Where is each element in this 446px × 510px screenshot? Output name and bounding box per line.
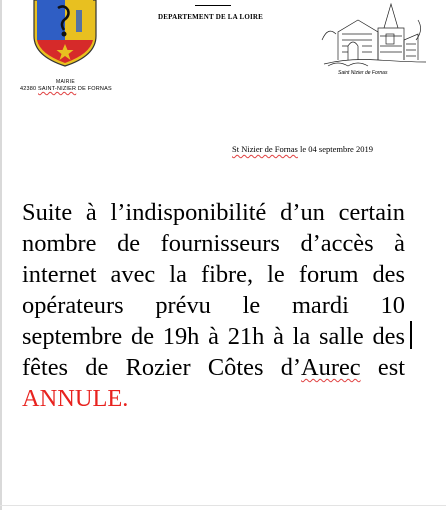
postal-code: 42380 <box>20 86 37 92</box>
notice-middle: est <box>360 354 405 381</box>
notice-text: Suite à l’indisponibilité d’un certain nombre de fournisseurs d’accès à internet avec la fibre, le forum des opérateurs prévu le mardi 10 septembre de 19h à 21h à la salle des fêtes de Rozier Côtes d’ <box>22 199 405 381</box>
town-suffix: DE FORNAS <box>77 86 112 92</box>
notice-cancelled: ANNULE. <box>22 385 129 412</box>
page-bottom-rule <box>0 505 446 506</box>
church-sketch-icon <box>318 0 428 78</box>
date-text: le 04 septembre 2019 <box>297 144 373 154</box>
text-cursor <box>410 321 412 349</box>
date-line <box>232 144 373 154</box>
coat-of-arms-icon <box>30 0 100 68</box>
mairie-label: MAIRIE <box>56 79 76 85</box>
department-rule <box>195 5 231 6</box>
town-address <box>20 86 112 92</box>
town-name: SAINT-NIZIER <box>38 86 77 92</box>
date-place: St Nizier de Fornas <box>232 144 298 154</box>
department-label: DEPARTEMENT DE LA LOIRE <box>158 13 264 21</box>
notice-underlined-word: Aurec <box>301 354 361 381</box>
notice-paragraph <box>22 197 405 414</box>
church-caption: Saint Nizier de Fornas <box>338 70 388 76</box>
page-edge <box>0 0 2 510</box>
